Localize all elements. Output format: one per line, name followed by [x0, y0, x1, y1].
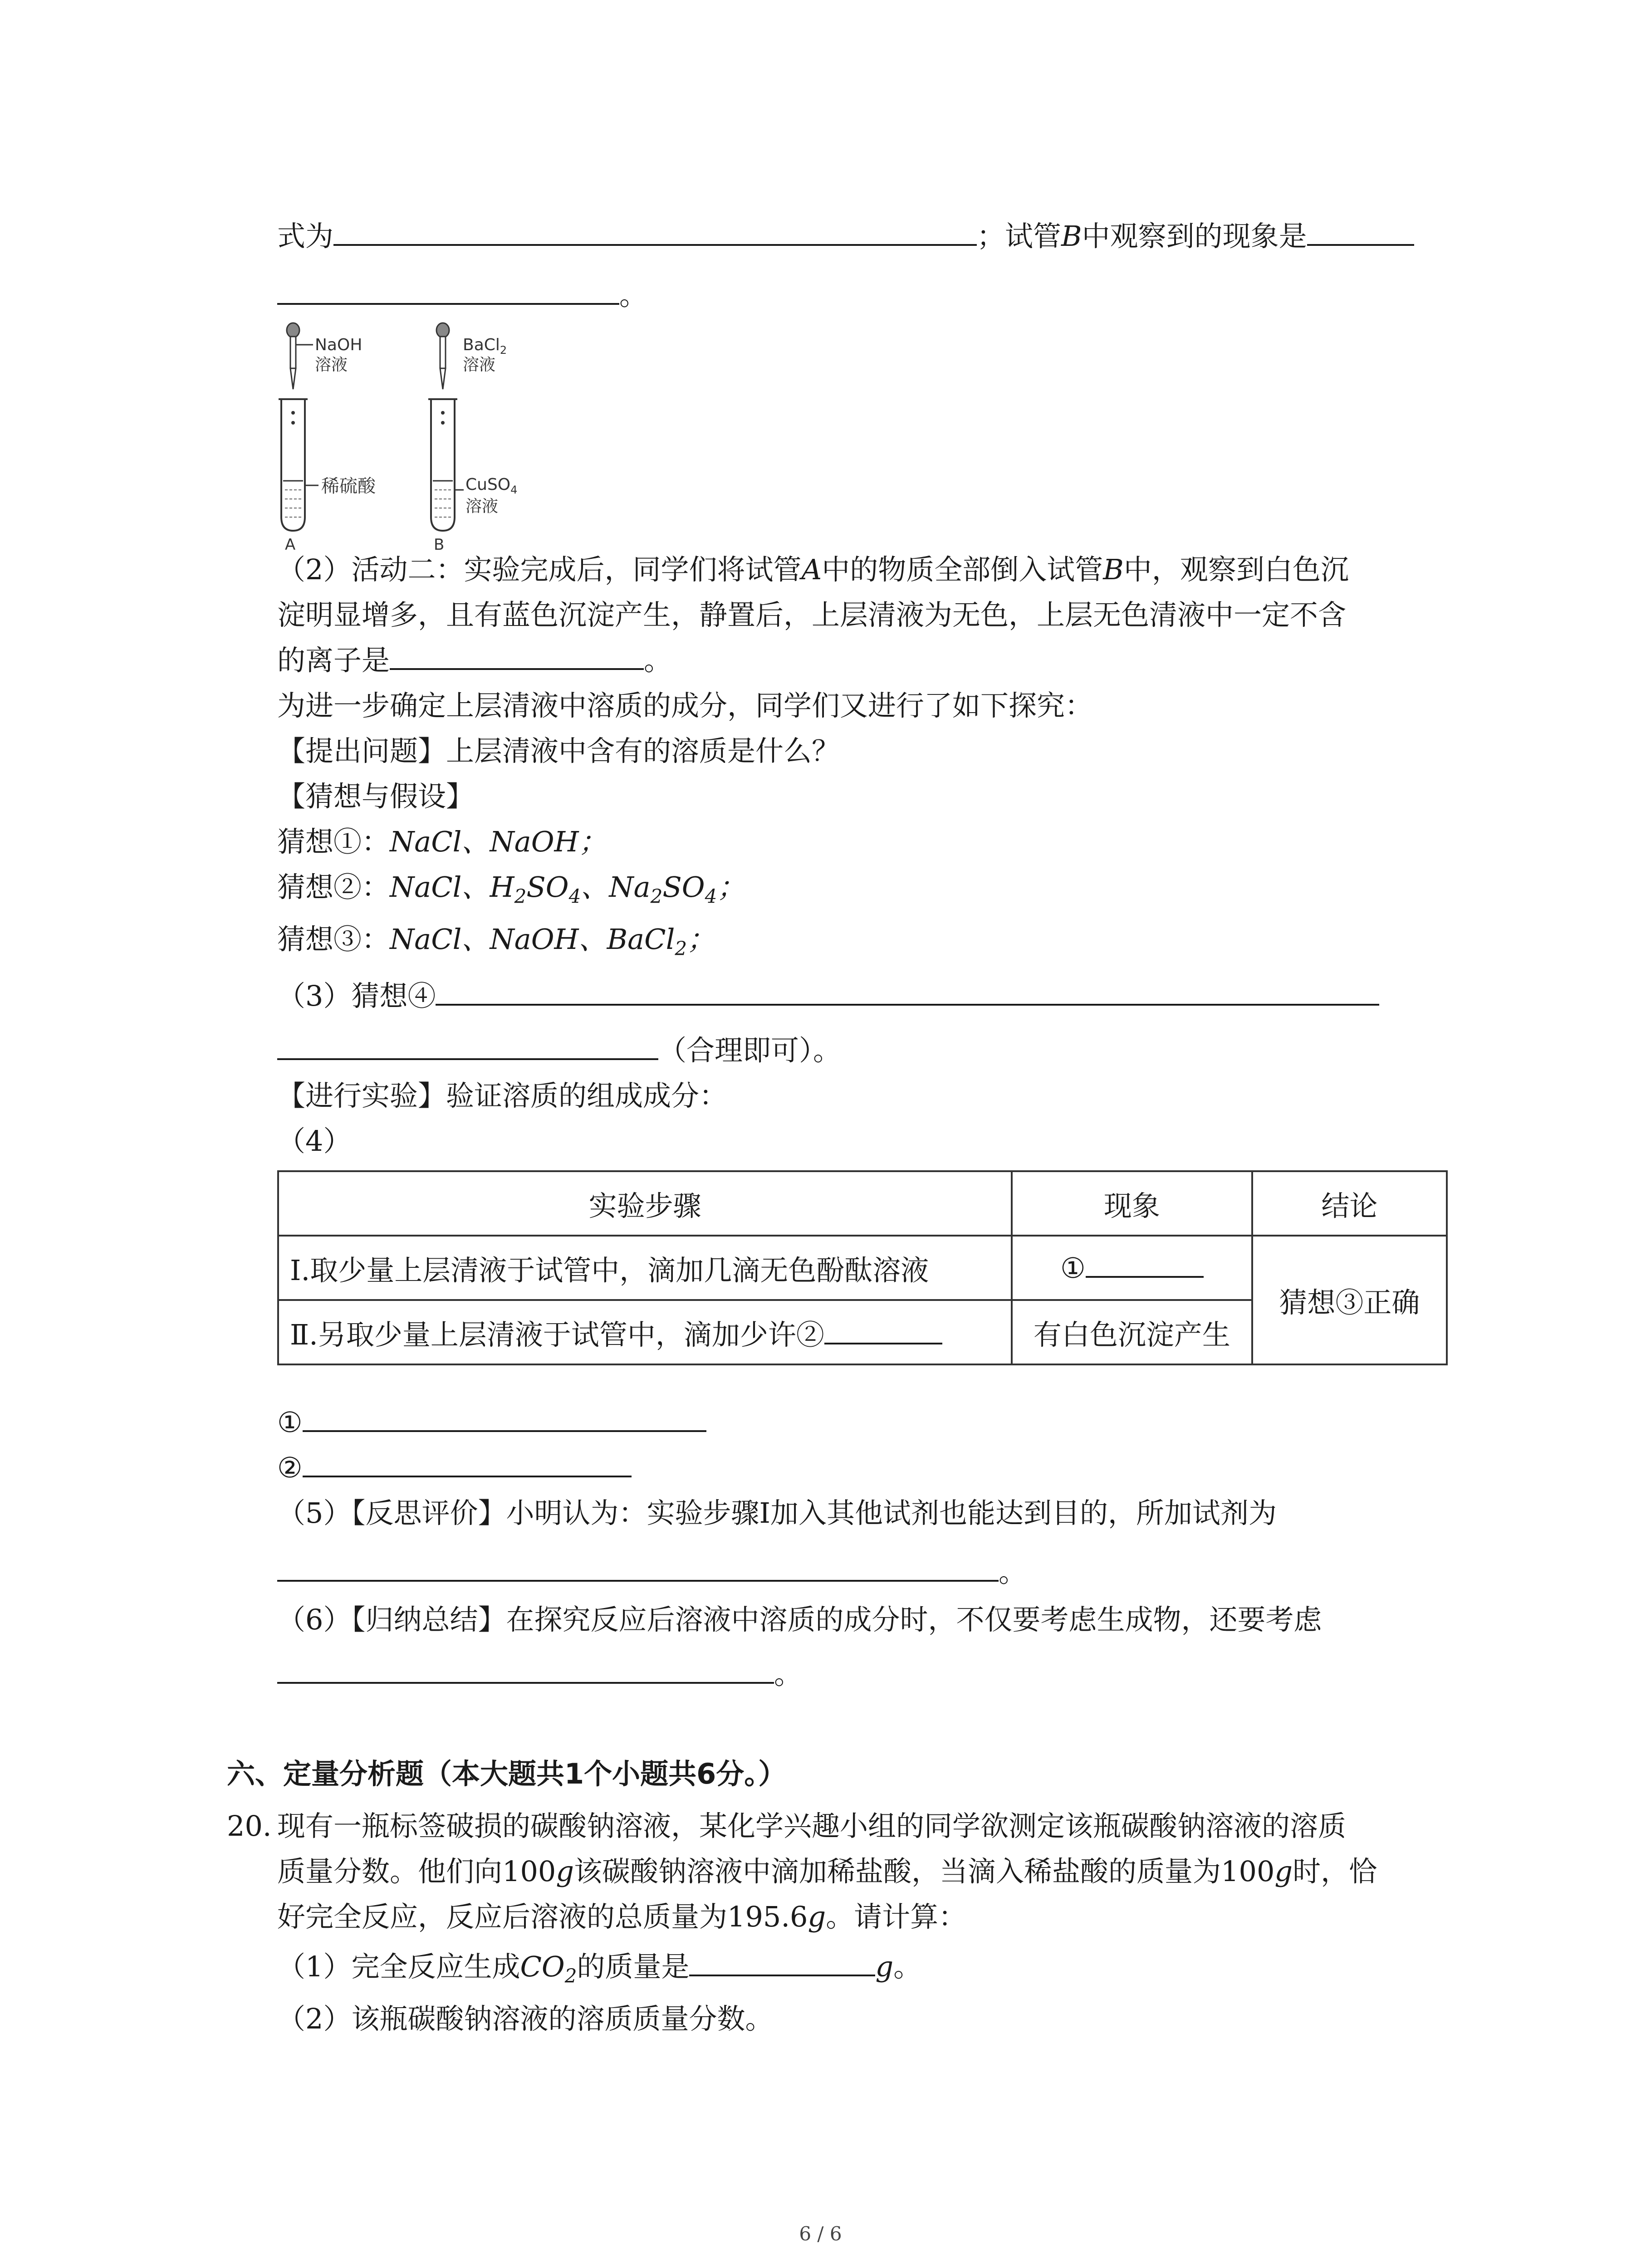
q20-line1: 现有一瓶标签破损的碳酸钠溶液，某化学兴趣小组的同学欲测定该瓶碳酸钠溶液的溶质: [277, 1809, 1347, 1843]
text-line: 。: [277, 281, 647, 309]
q6-answer: 。: [277, 1660, 802, 1688]
label-naoh: NaOH: [315, 336, 362, 354]
phenomenon-1: ①: [1012, 1236, 1252, 1300]
tube-a-label: A: [285, 536, 296, 553]
answer-blank[interactable]: [303, 1476, 632, 1477]
q20-line3: 好完全反应，反应后溶液的总质量为195.6g。请计算：: [277, 1900, 967, 1933]
test-tube-a-icon: [279, 399, 318, 531]
answer-blank[interactable]: [689, 1975, 875, 1976]
q20-sub2: （2）该瓶碳酸钠溶液的溶质质量分数。: [277, 2002, 774, 2035]
hypothesis-heading: 【猜想与假设】: [277, 780, 475, 813]
label-solution-a: 溶液: [315, 356, 348, 374]
q20-line2: 质量分数。他们向100g该碳酸钠溶液中滴加稀盐酸，当滴入稀盐酸的质量为100g时，恰: [277, 1855, 1377, 1888]
q6-line: （6）【归纳总结】在探究反应后溶液中溶质的成分时，不仅要考虑生成物，还要考虑: [277, 1603, 1322, 1636]
answer-blank[interactable]: [303, 1430, 706, 1432]
tube-b-label: B: [434, 536, 445, 553]
step-2: Ⅱ.另取少量上层清液于试管中，滴加少许②: [278, 1300, 1012, 1364]
q4-label: （4）: [277, 1124, 352, 1158]
guess-2: 猜想②：NaCl、$H_2SO_4$、$Na_2SO_4$；: [277, 870, 745, 908]
q5-line: （5）【反思评价】小明认为：实验步骤Ⅰ加入其他试剂也能达到目的，所加试剂为: [277, 1496, 1277, 1530]
answer-blank[interactable]: [1307, 244, 1414, 246]
guess-1: 猜想①：NaCl、NaOH；: [277, 825, 607, 858]
q2-line2: 淀明显增多，且有蓝色沉淀产生，静置后，上层清液为无色，上层无色清液中一定不含: [277, 598, 1347, 631]
conclusion-cell: 猜想③正确: [1252, 1236, 1447, 1364]
experiment-table: [277, 1170, 1448, 1365]
step-1: Ⅰ.取少量上层清液于试管中，滴加几滴无色酚酞溶液: [278, 1236, 1012, 1300]
answer-blank[interactable]: [277, 1682, 774, 1684]
q3-line2: （合理即可）。: [277, 1036, 841, 1065]
header-phenomenon: 现象: [1012, 1171, 1252, 1236]
answer-blank[interactable]: [390, 668, 644, 670]
q2-line1: （2）活动二：实验完成后，同学们将试管A中的物质全部倒入试管B中，观察到白色沉: [277, 553, 1349, 586]
answer-blank[interactable]: [277, 303, 619, 305]
test-tube-b-icon: [428, 399, 464, 531]
section-6-heading: 六、定量分析题（本大题共1个小题共6分。）: [227, 1757, 787, 1790]
answer-blank[interactable]: [277, 1058, 658, 1060]
dropper-a-icon: [287, 323, 313, 389]
header-conclusion: 结论: [1252, 1171, 1447, 1236]
page-number: 6 / 6: [799, 2223, 842, 2245]
label-solution-b: 溶液: [463, 356, 496, 374]
experiment-heading: 【进行实验】验证溶质的组成成分：: [277, 1079, 728, 1112]
label-cuso4: CuSO$_4$: [465, 475, 518, 496]
phenomenon-2: 有白色沉淀产生: [1012, 1300, 1252, 1364]
answer-blank[interactable]: [333, 244, 977, 246]
answer-2: ②: [277, 1454, 632, 1482]
answer-1: ①: [277, 1408, 706, 1437]
further-text: 为进一步确定上层清液中溶质的成分，同学们又进行了如下探究：: [277, 689, 1093, 722]
answer-blank[interactable]: [436, 1004, 1379, 1006]
question-heading: 【提出问题】上层清液中含有的溶质是什么？: [277, 734, 840, 767]
answer-blank[interactable]: [824, 1343, 942, 1344]
header-steps: 实验步骤: [278, 1171, 1012, 1236]
label-solution-b-liquid: 溶液: [465, 497, 499, 516]
q20-number: 20.: [227, 1809, 272, 1843]
dropper-b-icon: [436, 323, 449, 389]
guess-3: 猜想③：NaCl、NaOH、BaCl$_2$；: [277, 923, 715, 960]
q2-line3: 的离子是 。: [277, 644, 672, 677]
answer-blank[interactable]: [277, 1580, 999, 1582]
q3-line1: （3）猜想④: [277, 982, 1379, 1010]
q5-answer: 。: [277, 1558, 1027, 1586]
text-line: 式为 ；试管B中观察到的现象是: [277, 222, 1414, 250]
test-tube-figure: [268, 318, 594, 553]
answer-blank[interactable]: [1086, 1276, 1204, 1278]
table-row: [278, 1236, 1447, 1300]
label-dilute-sulfuric-acid: 稀硫酸: [321, 476, 376, 497]
table-header-row: [278, 1171, 1447, 1236]
label-bacl2: BaCl$_2$: [463, 336, 507, 357]
q20-sub1: （1）完全反应生成$CO_2$的质量是 g。: [277, 1950, 922, 1987]
